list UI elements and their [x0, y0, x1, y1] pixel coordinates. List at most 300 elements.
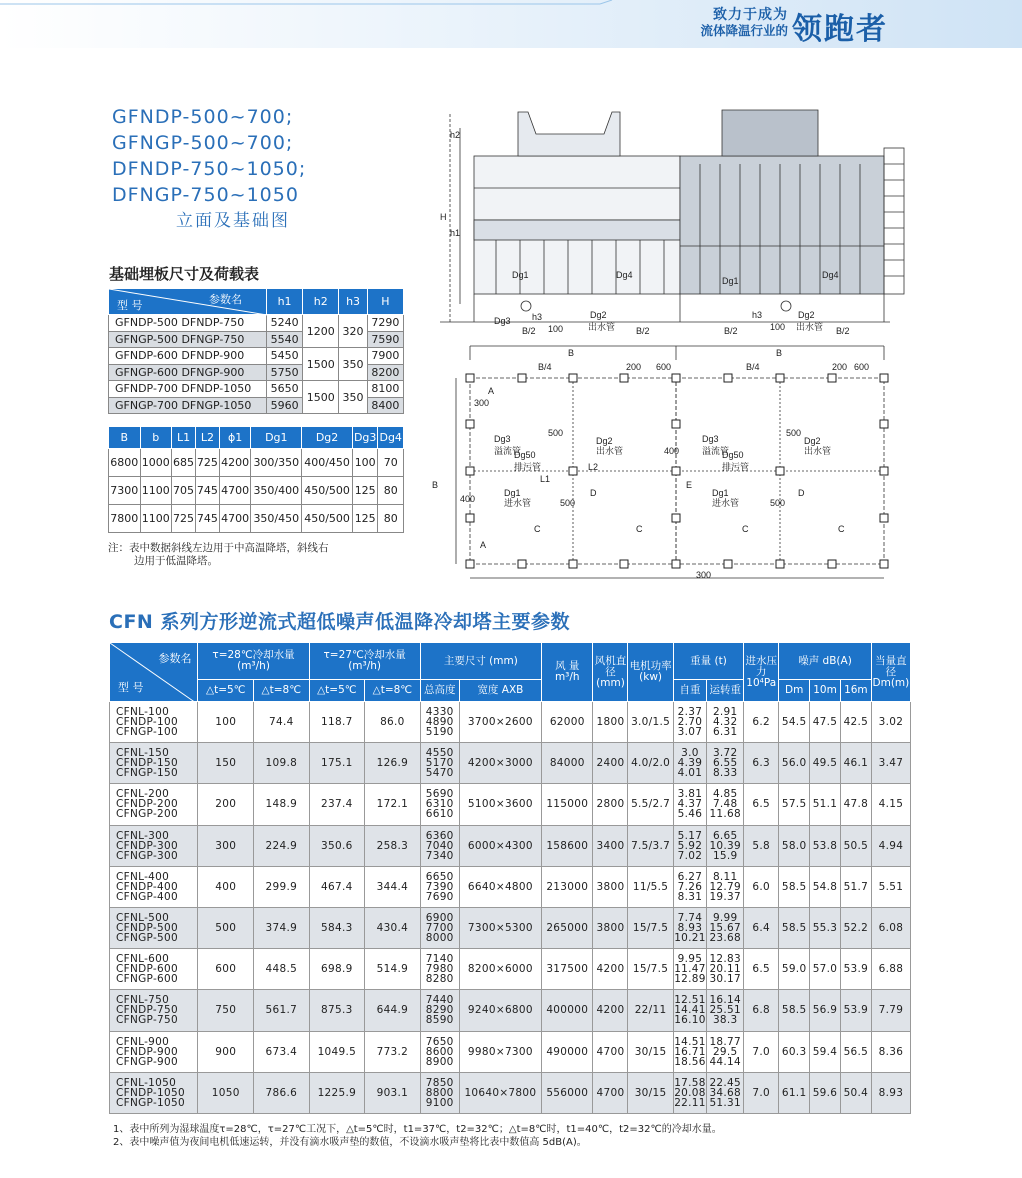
models-line: CFNDP-400	[116, 880, 178, 893]
label-inlet: 进水管	[712, 498, 740, 508]
models-line: CFNDP-600	[116, 963, 178, 976]
run-line: 19.37	[709, 890, 742, 903]
cell: 80	[378, 505, 404, 533]
self-line: 18.56	[674, 1055, 706, 1068]
cell: 450/500	[302, 505, 353, 533]
label-500: 500	[770, 498, 786, 508]
header-16m: 16m	[840, 680, 871, 702]
H-cell: 8100	[367, 381, 403, 398]
header-cell: Dg1	[251, 427, 302, 449]
f3-cell: 1225.9	[309, 1072, 365, 1113]
h-line: 6310	[425, 798, 454, 811]
n2-cell: 51.1	[810, 784, 841, 825]
h1-cell: 5960	[267, 397, 303, 414]
header-h2: h2	[303, 289, 339, 315]
eq-cell: 3.02	[871, 702, 910, 743]
h3-cell: 350	[339, 381, 367, 414]
header-swoosh	[0, 0, 640, 14]
table-row	[109, 449, 404, 477]
cell: 685	[172, 449, 196, 477]
models-line: CFNDP-200	[116, 798, 178, 811]
label-500: 500	[548, 428, 564, 438]
self-cell	[673, 1072, 707, 1113]
fan-cell: 4200	[593, 990, 628, 1031]
main-header-row1	[110, 643, 911, 680]
slogan	[676, 8, 788, 38]
h-line: 6650	[425, 870, 454, 883]
w-cell: 4200×3000	[459, 743, 541, 784]
h1-cell: 5750	[267, 364, 303, 381]
cell: 725	[172, 505, 196, 533]
self-line: 11.47	[674, 963, 706, 976]
label-B: B	[776, 348, 783, 358]
H-cell: 7900	[367, 348, 403, 365]
run-line: 30.17	[709, 973, 742, 986]
f4-cell: 344.4	[365, 866, 421, 907]
h-line: 8800	[425, 1086, 454, 1099]
header-self: 自重	[673, 680, 707, 702]
run-cell	[707, 907, 744, 948]
self-cell	[673, 866, 707, 907]
self-line: 14.51	[674, 1035, 706, 1048]
h-line: 7700	[425, 922, 454, 935]
f4-cell: 172.1	[365, 784, 421, 825]
label-drain: 排污管	[722, 462, 750, 472]
models-line: CFNL-100	[116, 706, 170, 719]
w-cell: 10640×7800	[459, 1072, 541, 1113]
f3-cell: 350.6	[309, 825, 365, 866]
self-line: 3.07	[677, 726, 703, 739]
header-size: 主要尺寸 (mm)	[420, 643, 541, 680]
h-line: 7650	[425, 1035, 454, 1048]
self-line: 3.81	[677, 788, 703, 801]
h-line: 6610	[425, 808, 454, 821]
label-dg4: Dg4	[616, 270, 633, 280]
run-line: 11.68	[709, 808, 742, 821]
run-line: 8.11	[712, 870, 738, 883]
self-line: 14.41	[674, 1004, 706, 1017]
run-line: 29.5	[712, 1045, 738, 1058]
n3-cell: 50.4	[840, 1072, 871, 1113]
eq-cell: 8.36	[871, 1031, 910, 1072]
models-cell	[110, 866, 198, 907]
models-cell	[110, 907, 198, 948]
h-line: 7980	[425, 963, 454, 976]
cell: 350/400	[251, 477, 302, 505]
label-dg4-right: Dg4	[822, 270, 839, 280]
label-overflow: 溢流管	[494, 446, 522, 456]
run-line: 15.9	[712, 849, 738, 862]
p-cell: 6.3	[744, 743, 779, 784]
h-line: 6360	[425, 829, 454, 842]
label-outlet-right: 出水管	[796, 322, 824, 332]
n1-cell: 59.0	[779, 949, 810, 990]
n1-cell: 58.0	[779, 825, 810, 866]
f3-cell: 875.3	[309, 990, 365, 1031]
models-line: CFNGP-150	[116, 767, 178, 780]
run-line: 6.31	[712, 726, 738, 739]
run-line: 10.39	[709, 839, 742, 852]
h-line: 5690	[425, 788, 454, 801]
header-eq	[871, 643, 910, 702]
label-dg3: Dg3	[494, 316, 511, 326]
model-line: DFNDP-750~1050;	[112, 158, 307, 180]
label-b2: B/2	[724, 326, 738, 336]
table-row	[110, 866, 911, 907]
motor-cell: 15/7.5	[628, 907, 673, 948]
table-row	[110, 907, 911, 948]
footnote: 1、表中所列为湿球温度τ=28℃，τ=27℃工况下，△t=5℃时，t1=37℃，t2=32℃；△t=8℃时，t1=40℃，t2=32℃的冷却水量。	[113, 1124, 722, 1135]
header-param: 参数名	[158, 652, 192, 665]
models-line: CFNGP-400	[116, 890, 178, 903]
p-cell: 7.0	[744, 1031, 779, 1072]
run-line: 20.11	[709, 963, 742, 976]
f4-cell: 903.1	[365, 1072, 421, 1113]
label-h3: h3	[532, 312, 543, 322]
fan-cell: 1800	[593, 702, 628, 743]
eq-cell: 8.93	[871, 1072, 910, 1113]
p-cell: 5.8	[744, 825, 779, 866]
motor-cell: 30/15	[628, 1031, 673, 1072]
h-cell	[420, 990, 459, 1031]
run-line: 25.51	[709, 1004, 742, 1017]
h3-cell: 320	[339, 315, 367, 348]
label-outlet: 出水管	[596, 446, 624, 456]
h-cell	[420, 866, 459, 907]
slogan-line1: 致力于成为	[713, 7, 788, 23]
n1-cell: 57.5	[779, 784, 810, 825]
models-line: CFNGP-600	[116, 973, 178, 986]
f1-cell: 750	[198, 990, 254, 1031]
self-line: 7.02	[677, 849, 703, 862]
header-air-unit: m³/h	[554, 671, 580, 683]
table-row	[110, 825, 911, 866]
run-line: 4.85	[712, 788, 738, 801]
air-cell: 115000	[542, 784, 593, 825]
header-cell: B	[109, 427, 141, 449]
f2-cell: 673.4	[254, 1031, 310, 1072]
self-cell	[673, 1031, 707, 1072]
slogan-line2: 流体降温行业的	[700, 23, 788, 38]
f1-cell: 200	[198, 784, 254, 825]
note-line: 边用于低温降塔。	[134, 555, 218, 567]
self-line: 8.31	[677, 890, 703, 903]
footnote: 2、表中噪声值为夜间电机低速运转，并没有滴水吸声垫的数值，不设滴水吸声垫将比表中数值高 5dB(A)。	[113, 1137, 587, 1148]
label-200: 200	[832, 362, 848, 372]
self-line: 4.39	[677, 757, 703, 770]
elevation-view	[440, 110, 904, 322]
label-h2: h2	[450, 130, 461, 140]
models-line: CFNL-300	[116, 829, 170, 842]
f1-cell: 500	[198, 907, 254, 948]
header-flow2-unit: (m³/h)	[348, 660, 382, 672]
label-outlet: 出水管	[804, 446, 832, 456]
model-line: DFNGP-750~1050	[112, 184, 299, 206]
models-line: CFNDP-750	[116, 1004, 178, 1017]
label-h1: h1	[450, 228, 461, 238]
header-flow1	[198, 643, 309, 680]
n1-cell: 61.1	[779, 1072, 810, 1113]
slogan-big: 领跑者	[792, 12, 888, 47]
cell: 125	[352, 505, 378, 533]
n2-cell: 59.6	[810, 1072, 841, 1113]
models-cell	[110, 702, 198, 743]
run-line: 12.79	[709, 880, 742, 893]
label-600: 600	[854, 362, 870, 372]
run-line: 9.99	[712, 912, 738, 925]
models-line: CFNDP-500	[116, 922, 178, 935]
table-row	[109, 505, 404, 533]
header-flow2-label: τ=27℃冷却水量	[323, 649, 406, 661]
models-line: CFNGP-500	[116, 932, 178, 945]
label-D: D	[798, 488, 805, 498]
self-cell	[673, 784, 707, 825]
model-line: GFNDP-500~700;	[112, 106, 294, 128]
h1-cell: 5540	[267, 331, 303, 348]
cell: 450/500	[302, 477, 353, 505]
header-h1: h1	[267, 289, 303, 315]
H-cell: 8400	[367, 397, 403, 414]
label-A: A	[488, 386, 495, 396]
label-drain: 排污管	[514, 462, 542, 472]
h-line: 5170	[425, 757, 454, 770]
cell: 7300	[109, 477, 141, 505]
n1-cell: 58.5	[779, 907, 810, 948]
header-fan-unit: (mm)	[596, 676, 625, 689]
n2-cell: 57.0	[810, 949, 841, 990]
label-C: C	[742, 524, 749, 534]
header-eq-label: 当量直径	[875, 654, 907, 678]
label-dg2: Dg2	[590, 310, 607, 320]
label-100: 100	[548, 324, 564, 334]
main-header-row2	[110, 680, 911, 702]
p-cell: 6.2	[744, 702, 779, 743]
models-line: CFNL-150	[116, 747, 170, 760]
w-cell: 9240×6800	[459, 990, 541, 1031]
f2-cell: 374.9	[254, 907, 310, 948]
run-line: 34.68	[709, 1086, 742, 1099]
label-inlet: 进水管	[504, 498, 532, 508]
n2-cell: 47.5	[810, 702, 841, 743]
n2-cell: 59.4	[810, 1031, 841, 1072]
cell: 80	[378, 477, 404, 505]
models-line: CFNL-400	[116, 870, 170, 883]
self-line: 17.58	[674, 1076, 706, 1089]
label-b2: B/2	[836, 326, 850, 336]
f1-cell: 100	[198, 702, 254, 743]
f1-cell: 900	[198, 1031, 254, 1072]
n1-cell: 58.5	[779, 990, 810, 1031]
w-cell: 9980×7300	[459, 1031, 541, 1072]
header-press-unit: 10⁴Pa	[746, 676, 777, 689]
h-line: 7850	[425, 1076, 454, 1089]
run-line: 7.48	[712, 798, 738, 811]
models-line: CFNL-750	[116, 994, 170, 1007]
fan-cell: 4700	[593, 1031, 628, 1072]
models-cell	[110, 1072, 198, 1113]
label-500: 500	[786, 428, 802, 438]
header-fan	[593, 643, 628, 702]
w-cell: 5100×3600	[459, 784, 541, 825]
header-cell: Dg4	[378, 427, 404, 449]
self-line: 6.27	[677, 870, 703, 883]
header-air	[542, 643, 593, 702]
dimension-note	[108, 542, 329, 568]
self-line: 16.10	[674, 1014, 706, 1027]
table-row	[110, 990, 911, 1031]
f3-cell: 118.7	[309, 702, 365, 743]
header-width: 宽度 AXB	[459, 680, 541, 702]
table-row	[110, 784, 911, 825]
h-cell	[420, 784, 459, 825]
cell: 7800	[109, 505, 141, 533]
f4-cell: 258.3	[365, 825, 421, 866]
cell: 4700	[219, 477, 251, 505]
f4-cell: 773.2	[365, 1031, 421, 1072]
f2-cell: 299.9	[254, 866, 310, 907]
eq-cell: 4.15	[871, 784, 910, 825]
label-b4: B/4	[746, 362, 760, 372]
header-cell: L1	[172, 427, 196, 449]
models-line: CFNGP-300	[116, 849, 178, 862]
run-cell	[707, 990, 744, 1031]
cell: 705	[172, 477, 196, 505]
foundation-header	[109, 289, 404, 315]
n2-cell: 49.5	[810, 743, 841, 784]
p-cell: 6.5	[744, 784, 779, 825]
run-cell	[707, 825, 744, 866]
self-line: 8.93	[677, 922, 703, 935]
label-D: D	[590, 488, 597, 498]
cell: 6800	[109, 449, 141, 477]
label-b2: B/2	[522, 326, 536, 336]
label-outlet: 出水管	[588, 322, 616, 332]
self-line: 22.11	[674, 1096, 706, 1109]
self-line: 20.08	[674, 1086, 706, 1099]
h-line: 7340	[425, 849, 454, 862]
models-title	[112, 104, 306, 208]
f2-cell: 561.7	[254, 990, 310, 1031]
models-line: CFNDP-300	[116, 839, 178, 852]
header-model: 型 号	[118, 681, 144, 694]
air-cell: 158600	[542, 825, 593, 866]
p-cell: 6.5	[744, 949, 779, 990]
fan-cell: 4700	[593, 1072, 628, 1113]
models-line: CFNGP-100	[116, 726, 178, 739]
air-cell: 62000	[542, 702, 593, 743]
cell: 4700	[219, 505, 251, 533]
motor-cell: 3.0/1.5	[628, 702, 673, 743]
self-cell	[673, 990, 707, 1031]
label-L1: L1	[540, 474, 551, 484]
models-cell	[110, 949, 198, 990]
models-cell	[110, 784, 198, 825]
air-cell: 84000	[542, 743, 593, 784]
h-cell	[420, 702, 459, 743]
models-cell	[110, 825, 198, 866]
label-b4: B/4	[538, 362, 552, 372]
model-cell: GFNGP-600 DFNGP-900	[109, 364, 267, 381]
run-line: 16.14	[709, 994, 742, 1007]
h-cell	[420, 825, 459, 866]
model-cell: GFNDP-600 DFNDP-900	[109, 348, 267, 365]
n3-cell: 53.9	[840, 949, 871, 990]
h-line: 4550	[425, 747, 454, 760]
h-line: 8600	[425, 1045, 454, 1058]
table-row	[109, 315, 404, 332]
label-500: 500	[560, 498, 576, 508]
header-H: H	[367, 289, 403, 315]
header-diag-cell	[110, 643, 198, 702]
self-line: 9.95	[677, 953, 703, 966]
n3-cell: 42.5	[840, 702, 871, 743]
cell: 1000	[140, 449, 172, 477]
f1-cell: 300	[198, 825, 254, 866]
h-line: 7440	[425, 994, 454, 1007]
self-cell	[673, 825, 707, 866]
f2-cell: 74.4	[254, 702, 310, 743]
run-line: 6.65	[712, 829, 738, 842]
h-line: 5190	[425, 726, 454, 739]
h-line: 4330	[425, 706, 454, 719]
header-noise: 噪声 dB(A)	[779, 643, 872, 680]
f3-cell: 698.9	[309, 949, 365, 990]
cell: 725	[195, 449, 219, 477]
header-flow2	[309, 643, 420, 680]
f1-cell: 1050	[198, 1072, 254, 1113]
p-cell: 6.8	[744, 990, 779, 1031]
n3-cell: 46.1	[840, 743, 871, 784]
table-row	[109, 348, 404, 365]
n3-cell: 52.2	[840, 907, 871, 948]
run-line: 15.67	[709, 922, 742, 935]
h-cell	[420, 1031, 459, 1072]
w-cell: 8200×6000	[459, 949, 541, 990]
run-line: 44.14	[709, 1055, 742, 1068]
models-line: CFNGP-750	[116, 1014, 178, 1027]
n2-cell: 56.9	[810, 990, 841, 1031]
h2-cell: 1200	[303, 315, 339, 348]
self-line: 5.46	[677, 808, 703, 821]
n1-cell: 58.5	[779, 866, 810, 907]
run-line: 4.32	[712, 716, 738, 729]
self-cell	[673, 743, 707, 784]
header-air-label: 风 量	[555, 660, 580, 672]
H-cell: 8200	[367, 364, 403, 381]
label-H: H	[440, 212, 447, 222]
h-line: 7040	[425, 839, 454, 852]
motor-cell: 4.0/2.0	[628, 743, 673, 784]
f2-cell: 148.9	[254, 784, 310, 825]
run-line: 6.55	[712, 757, 738, 770]
motor-cell: 22/11	[628, 990, 673, 1031]
header-motor-unit: (kw)	[639, 671, 663, 683]
header-diag-cell	[109, 289, 267, 315]
motor-cell: 7.5/3.7	[628, 825, 673, 866]
cell: 745	[195, 477, 219, 505]
label-dg50: Dg50	[722, 450, 744, 460]
header-dt5: △t=5℃	[198, 680, 254, 702]
model-cell: GFNGP-500 DFNGP-750	[109, 331, 267, 348]
label-A: A	[480, 540, 487, 550]
run-cell	[707, 949, 744, 990]
models-cell	[110, 743, 198, 784]
models-line: CFNL-500	[116, 912, 170, 925]
f3-cell: 467.4	[309, 866, 365, 907]
self-line: 2.37	[677, 706, 703, 719]
run-line: 8.33	[712, 767, 738, 780]
label-100-right: 100	[770, 322, 786, 332]
